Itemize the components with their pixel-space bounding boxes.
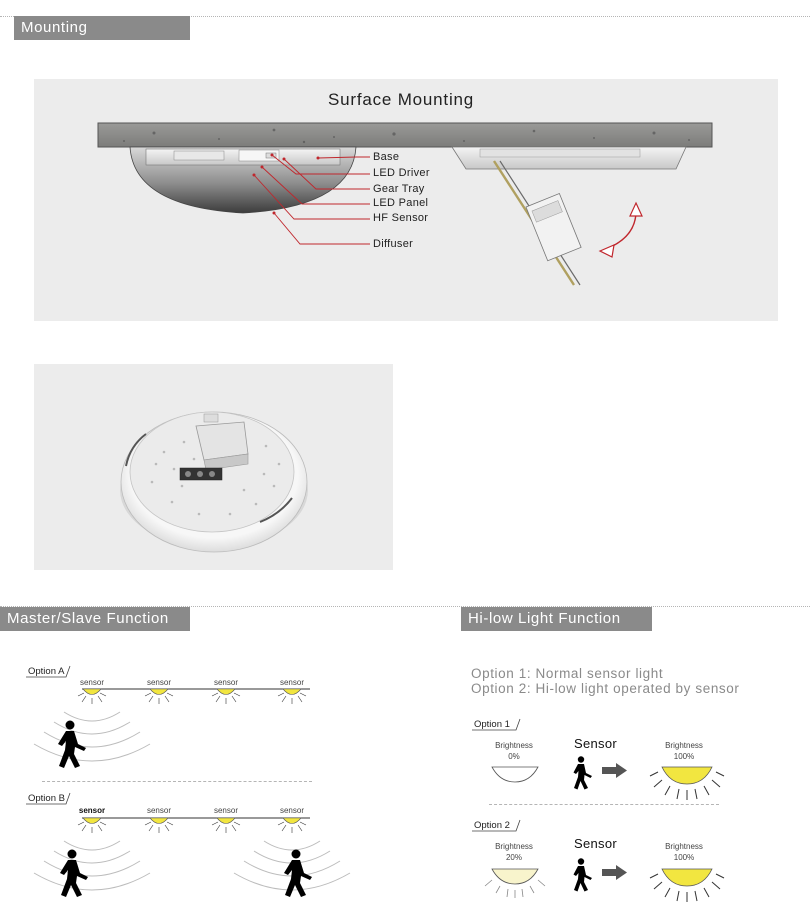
option-b-sensor-3: sensor [213,806,238,815]
arrow-right-icon [602,865,627,880]
option-b-label-mark [26,791,86,805]
arrow-right-icon [602,763,627,778]
hi-low-intro-option-1: Option 1: Normal sensor light [471,666,664,681]
option-b-diagram [40,805,370,915]
hi-low-option-1-diagram [490,760,750,810]
surface-mounting-title: Surface Mounting [328,90,475,109]
light-off-icon [492,767,538,782]
section-tab-master-slave: Master/Slave Function [0,607,190,631]
hi-low-option-2-sensor: Sensor [574,836,617,851]
label-led-driver: LED Driver [373,167,430,179]
hi-low-intro-option-2: Option 2: Hi-low light operated by sensor [471,681,740,696]
light-full-icon [650,767,724,800]
label-gear-tray: Gear Tray [373,183,425,195]
option-a-sensor-3: sensor [213,678,238,687]
product-photo [34,364,393,570]
option-a-diagram [40,676,370,786]
hi-low-option-1-brightness-from: 0% [508,752,520,761]
option-b-label: Option B [28,793,65,804]
option-a-sensor-2: sensor [146,678,171,687]
label-base: Base [373,151,400,163]
option-b-light-1 [78,818,106,833]
walking-person-icon-b2 [284,850,312,898]
hi-low-option-2-brightness-from-label: Brightness [495,842,533,851]
hi-low-option-2-diagram [490,862,750,912]
surface-mounting-panel [34,79,778,321]
hi-low-option-1-label-mark [472,717,532,731]
option-b-sensor-1: sensor [78,806,106,815]
option-a-light-3 [212,689,240,704]
option-divider-ab [42,781,312,782]
product-photo-panel [34,364,393,570]
option-b-light-3 [212,818,240,833]
hi-low-option-2-brightness-from: 20% [505,853,522,862]
light-dim-icon [485,869,545,898]
option-a-label: Option A [28,666,65,677]
walking-person-icon-h1 [574,756,593,789]
hi-low-option-2-label-mark [472,818,532,832]
section-tab-hi-low: Hi-low Light Function [461,607,652,631]
option-a-sensor-1: sensor [79,678,104,687]
label-diffuser: Diffuser [373,238,414,250]
label-led-panel: LED Panel [373,197,429,209]
option-a-light-4 [278,689,306,704]
hi-low-option-1-brightness-to-label: Brightness [665,741,703,750]
option-a-light-1 [78,689,106,704]
label-hf-sensor: HF Sensor [373,212,429,224]
option-a-light-2 [145,689,173,704]
option-a-sensor-waves [34,712,150,761]
hi-low-option-1-sensor: Sensor [574,736,617,751]
light-full-icon [650,869,724,902]
hi-low-option-1-brightness-from-label: Brightness [495,741,533,750]
rotation-arrow [606,211,636,249]
ceiling-slab [98,123,712,147]
option-b-sensor-waves-left [34,841,150,890]
hi-low-option-1-brightness-to: 100% [673,752,695,761]
option-b-sensor-4: sensor [279,806,304,815]
section-tab-mounting: Mounting [14,16,190,40]
option-a-sensor-4: sensor [279,678,304,687]
hi-low-option-2-brightness-to-label: Brightness [665,842,703,851]
walking-person-icon-h2 [574,858,593,891]
hi-low-option-2-brightness-to: 100% [673,853,695,862]
hi-low-option-1-label: Option 1 [474,719,510,730]
hi-low-option-2-label: Option 2 [474,820,510,831]
option-b-light-4 [278,818,306,833]
option-b-sensor-2: sensor [146,806,171,815]
hi-low-option-divider [489,804,719,805]
option-b-light-2 [145,818,173,833]
